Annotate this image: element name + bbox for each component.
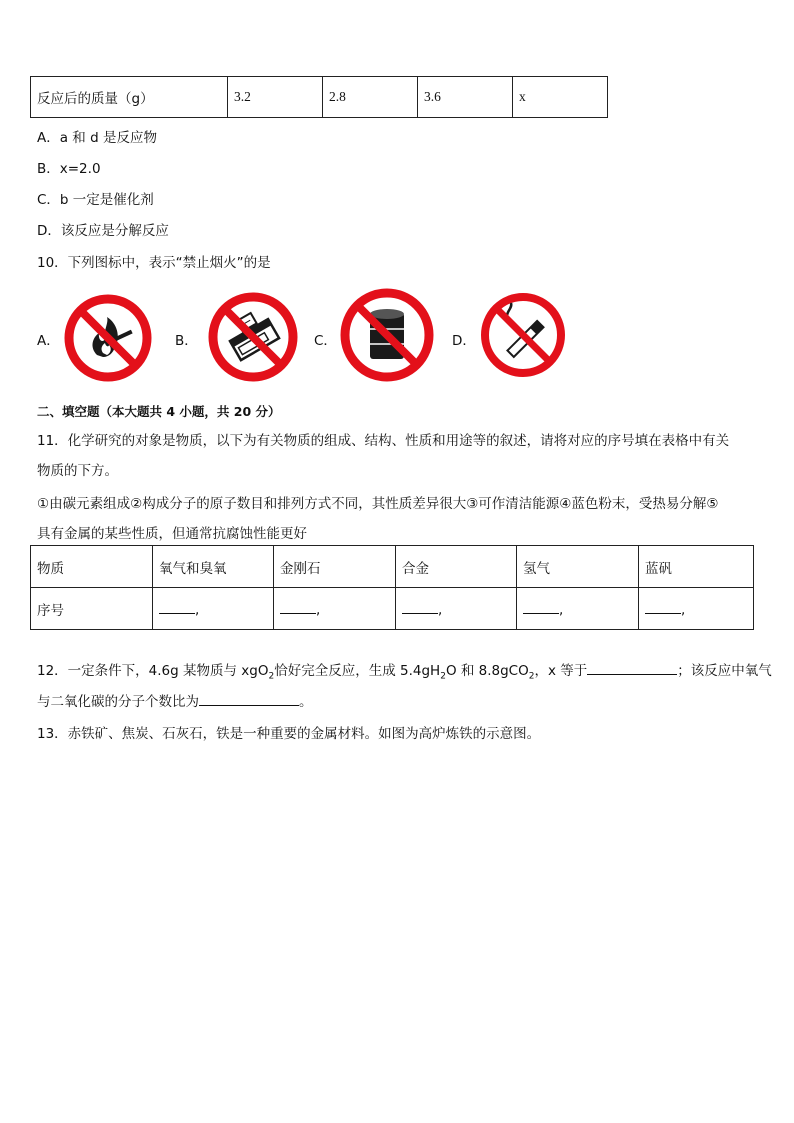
option-b: B．x=2.0 <box>37 161 101 177</box>
table-header: 蓝矾 <box>639 546 754 588</box>
text: 12．一定条件下，4.6g 某物质与 xgO <box>37 663 269 679</box>
option-b-label: B． <box>175 333 198 349</box>
substance-table <box>30 545 754 630</box>
option-d-label: D． <box>452 333 476 349</box>
text: ；该反应中氧气 <box>677 663 772 679</box>
text: 恰好完全反应，生成 5.4gH <box>274 663 441 679</box>
table-header: 氢气 <box>517 546 639 588</box>
question-11-line-4: 具有金属的某些性质，但通常抗腐蚀性能更好 <box>37 526 307 542</box>
option-a: A．a 和 d 是反应物 <box>37 130 157 146</box>
option-c-label: C． <box>314 333 337 349</box>
answer-blank[interactable] <box>280 599 316 614</box>
blank-suffix: , <box>559 602 564 618</box>
question-11-line-2: 物质的下方。 <box>37 463 118 479</box>
table-row <box>31 588 754 630</box>
text: 。 <box>299 694 313 710</box>
table-header: 氧气和臭氧 <box>153 546 274 588</box>
blank-suffix: , <box>316 602 321 618</box>
answer-blank-cell[interactable] <box>396 588 517 630</box>
subscript: 2 <box>528 671 535 682</box>
table-header: 合金 <box>396 546 517 588</box>
section-heading: 二、填空题（本大题共 4 小题，共 20 分） <box>37 404 281 419</box>
no-fire-icon <box>63 293 153 383</box>
mass-after-reaction-table <box>30 76 608 118</box>
answer-blank[interactable] <box>402 599 438 614</box>
text: O 和 8.8gCO <box>445 663 529 679</box>
question-13-stem: 13．赤铁矿、焦炭、石灰石，铁是一种重要的金属材料。如图为高炉炼铁的示意图。 <box>37 726 541 742</box>
table-header: 金刚石 <box>274 546 396 588</box>
answer-blank-ratio[interactable] <box>199 691 299 706</box>
question-12-line-2 <box>37 690 313 710</box>
table-cell: x <box>513 77 608 118</box>
question-12-line-1 <box>37 659 772 682</box>
subscript: 2 <box>268 671 275 682</box>
answer-blank-cell[interactable] <box>517 588 639 630</box>
no-smoking-icon <box>479 291 567 379</box>
blank-suffix: , <box>681 602 686 618</box>
option-d: D．该反应是分解反应 <box>37 223 169 239</box>
question-10-stem: 10．下列图标中，表示“禁止烟火”的是 <box>37 255 271 271</box>
table-cell: 3.6 <box>418 77 513 118</box>
no-oil-drum-icon <box>339 287 435 383</box>
answer-blank-cell[interactable] <box>153 588 274 630</box>
answer-blank[interactable] <box>159 599 195 614</box>
subscript: 2 <box>440 671 446 682</box>
answer-blank-cell[interactable] <box>274 588 396 630</box>
text: ，x 等于 <box>534 663 588 679</box>
answer-blank[interactable] <box>645 599 681 614</box>
table-cell: 2.8 <box>323 77 418 118</box>
answer-blank[interactable] <box>523 599 559 614</box>
table-row <box>31 546 754 588</box>
answer-blank-x[interactable] <box>587 660 677 675</box>
answer-blank-cell[interactable] <box>639 588 754 630</box>
option-c: C．b 一定是催化剂 <box>37 192 154 208</box>
table-cell: 3.2 <box>228 77 323 118</box>
blank-suffix: , <box>195 602 200 618</box>
option-a-label: A． <box>37 333 60 349</box>
question-11-line-1: 11．化学研究的对象是物质，以下为有关物质的组成、结构、性质和用途等的叙述，请将对应的序号填在表格中有关 <box>37 433 730 449</box>
table-header: 物质 <box>31 546 153 588</box>
table-row-label: 反应后的质量（g） <box>31 77 228 118</box>
text: 与二氧化碳的分子个数比为 <box>37 694 199 710</box>
question-11-line-3: ①由碳元素组成②构成分子的原子数目和排列方式不同，其性质差异很大③可作清洁能源④蓝色粉末，受热易分解⑤ <box>37 496 719 512</box>
no-matches-icon <box>207 291 299 383</box>
table-row-label: 序号 <box>31 588 153 630</box>
blank-suffix: , <box>438 602 443 618</box>
